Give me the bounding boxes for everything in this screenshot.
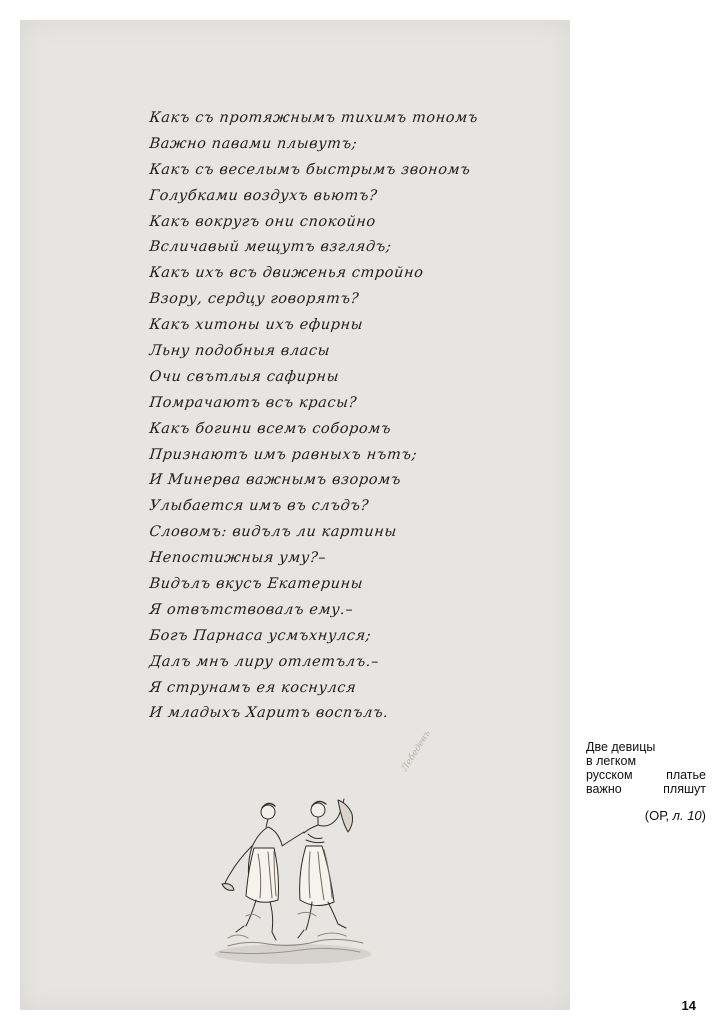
manuscript-plate — [20, 20, 570, 1010]
poem-line: Богъ Парнаса усмъхнулся; — [148, 627, 373, 644]
poem-line: Признаютъ имъ равныхъ нътъ; — [148, 446, 418, 463]
poem-line: Я струнамъ ея коснулся — [148, 679, 358, 696]
poem-line: Какъ хитоны ихъ ефирны — [148, 317, 364, 334]
poem-line: Какъ ихъ всъ движенья стройно — [148, 265, 425, 282]
poem-line: Всличавый мещутъ взглядъ; — [148, 239, 393, 256]
pencil-annotation: Лебедевъ — [400, 729, 433, 774]
poem-line: И Минерва важнымъ взоромъ — [148, 472, 402, 489]
poem-line: Какъ вокругъ они спокойно — [148, 213, 377, 230]
poem-line: Льну подобныя власы — [148, 343, 331, 360]
poem-line: Очи свътлыя сафирны — [148, 368, 340, 385]
handwritten-poem — [148, 106, 548, 727]
poem-line: Какъ богини всемъ соборомъ — [148, 420, 393, 437]
illustration-caption — [586, 740, 706, 796]
dancing-maidens-illustration — [198, 796, 388, 966]
poem-line: Словомъ: видълъ ли картины — [148, 524, 398, 541]
caption-ref-prefix: (ОР, — [644, 808, 673, 823]
caption-ref-sheet: л. 10 — [672, 808, 702, 823]
caption-ref-suffix: ) — [701, 808, 706, 823]
poem-line: Какъ съ веселымъ быстрымъ звономъ — [148, 161, 472, 178]
poem-line: Непостижныя уму?– — [148, 550, 327, 567]
caption-line: русском платье — [586, 768, 706, 782]
caption-line: Две девицы — [586, 740, 656, 754]
poem-line: Какъ съ протяжнымъ тихимъ тономъ — [148, 110, 479, 126]
poem-line: Улыбается имъ въ слъдъ? — [148, 498, 370, 515]
poem-line: Видълъ вкусъ Екатерины — [148, 576, 364, 593]
poem-line: Голубками воздухъ вьютъ? — [148, 187, 379, 204]
caption-line: в легком — [586, 754, 637, 768]
caption-source-reference — [586, 808, 706, 823]
page-number: 14 — [681, 998, 696, 1013]
poem-line: Важно павами плывутъ; — [148, 135, 359, 152]
poem-line: И младыхъ Харитъ воспълъ. — [148, 705, 390, 722]
poem-line: Взору, сердцу говорятъ? — [148, 291, 360, 308]
caption-line: важно пляшут — [586, 782, 706, 796]
poem-line: Я отвътствовалъ ему.– — [148, 601, 355, 618]
poem-line: Далъ мнъ лиру отлетълъ.– — [148, 653, 380, 670]
poem-line: Помрачаютъ всъ красы? — [148, 394, 358, 411]
